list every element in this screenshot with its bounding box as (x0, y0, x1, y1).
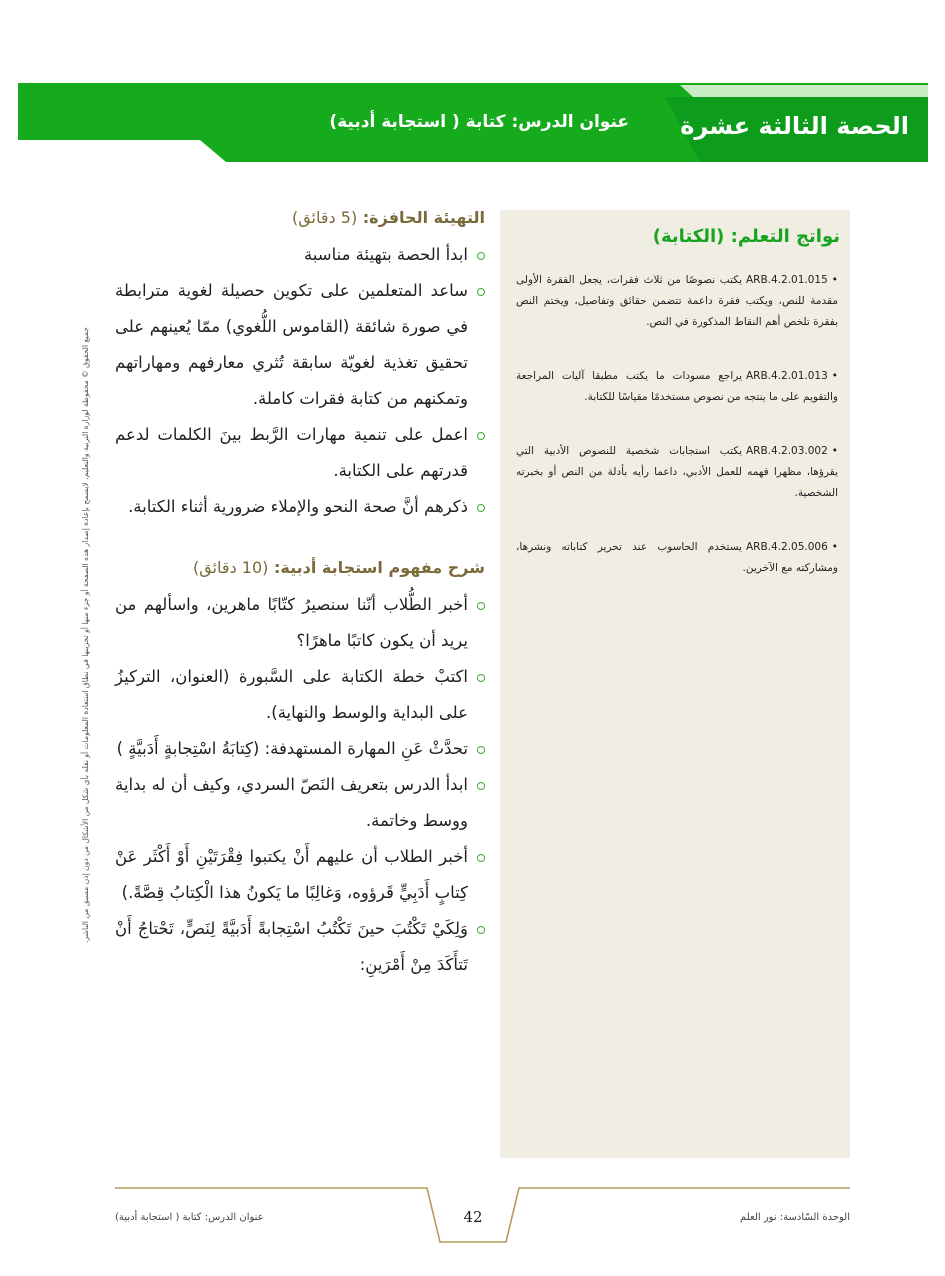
circle-bullet-icon (477, 252, 485, 260)
warmup-heading (115, 205, 485, 231)
list-item (115, 659, 485, 731)
outcome-code: ARB.4.2.01.015 (746, 274, 828, 286)
learning-outcomes-panel (500, 210, 850, 1158)
warmup-duration: (5 دقائق) (291, 208, 358, 227)
learning-outcome-item (516, 270, 838, 333)
copyright-note (79, 275, 93, 995)
step-text: ساعد المتعلمين على تكوين حصيلة لغوية مترابطة في صورة شائقة (القاموس اللُّغوي) ممّا يُعينهم على تحقيق تغذية لغويّة سابقة تُثري معارفهم ومهاراتهم وتمكنهم من كتابة فقرات كاملة. (115, 281, 468, 408)
circle-bullet-icon (477, 432, 485, 440)
lesson-content (115, 205, 485, 983)
step-text: اكتبْ خطة الكتابة على السَّبورة (العنوان، التركيزُ على البداية والوسط والنهاية). (115, 667, 468, 722)
step-text: ابدأ الدرس بتعريف النَصّ السردي، وكيف أن له بداية ووسط وخاتمة. (115, 775, 468, 830)
circle-bullet-icon (477, 746, 485, 754)
outcome-text: يكتب نصوصًا من ثلاث فقرات، يجعل الفقرة الأولى مقدمة للنص، ويكتب فقرة داعمة تتضمن حقائق وتفاصيل، ويختم النص بفقرة تلخص أهم النقاط المذكورة في النص. (516, 274, 838, 328)
header-banner (0, 0, 945, 175)
learning-outcome-item (516, 366, 838, 408)
lesson-number-title: الحصة الثالثة عشرة (680, 112, 909, 140)
learning-outcome-item (516, 441, 838, 504)
step-text: ابدأ الحصة بتهيئة مناسبة (303, 245, 468, 264)
circle-bullet-icon (477, 674, 485, 682)
circle-bullet-icon (477, 926, 485, 934)
list-item (115, 911, 485, 983)
step-text: أخبر الطُّلاب أنّنا سنصيرُ كتّابًا ماهرين، واسألهم من يريد أن يكون كاتبًا ماهرًا؟ (115, 595, 468, 650)
list-item (115, 237, 485, 273)
step-text: تحدَّثْ عَنِ المهارة المستهدفة: (كِتابَةُ اسْتِجابةٍ أَدَبيَّةٍ ) (116, 739, 468, 758)
circle-bullet-icon (477, 602, 485, 610)
list-item (115, 587, 485, 659)
page-footer (0, 1180, 945, 1276)
concept-heading (115, 555, 485, 581)
footer-frame (0, 1180, 945, 1276)
outcome-code: ARB.4.2.01.013 (746, 370, 828, 382)
step-text: وَلِكَيْ تَكْتُبَ حينَ تَكْتُبُ اسْتِجابةً أَدَبيَّةً لِنَصٍّ، تَحْتاجُ أَنْ تَتأَكَدَ مِنْ أَمْرَينِ: (115, 919, 468, 974)
warmup-steps (115, 237, 485, 525)
warmup-title: التهيئة الحافزة: (362, 208, 485, 227)
lesson-title: عنوان الدرس: كتابة ( استجابة أدبية) (329, 112, 629, 132)
learning-outcomes-list (516, 270, 838, 612)
step-text: أخبر الطلاب أن عليهم أَنْ يكتبوا فِقْرَتَيْنِ أَوْ أَكْثَر عَنْ كِتابٍ أَدَبِيٍّ قَرؤوه، وَغالِبًا ما يَكونُ هذا الْكِتابُ قِصَّةً.) (115, 847, 468, 902)
list-item (115, 839, 485, 911)
step-text: ذكرهم أنَّ صحة النحو والإملاء ضرورية أثناء الكتابة. (128, 497, 468, 516)
outcome-text: يكتب استجابات شخصية للنصوص الأدبية التي يقرؤها، مظهرا فهمه للعمل الأدبي، داعما رأيه بأدلة من النص أو بخبرته الشخصية. (516, 445, 838, 499)
section-spacer (115, 525, 485, 555)
step-text: اعمل على تنمية مهارات الرَّبط بينَ الكلمات لدعم قدرتهم على الكتابة. (115, 425, 468, 480)
bullet-icon: • (831, 274, 838, 286)
learning-outcome-item (516, 537, 838, 579)
list-item (115, 767, 485, 839)
outcome-text: يستخدم الحاسوب عند تحرير كتاباته ونشرها، ومشاركته مع الآخرين. (516, 541, 838, 574)
concept-duration: (10 دقائق) (193, 558, 269, 577)
outcome-code: ARB.4.2.03.002 (746, 445, 828, 457)
concept-title: شرح مفهوم استجابة أدبية: (273, 558, 485, 577)
footer-lesson-title: عنوان الدرس: كتابة ( استجابة أدبية) (115, 1212, 264, 1223)
circle-bullet-icon (477, 782, 485, 790)
bullet-icon: • (831, 541, 838, 553)
header-banner-shape (0, 0, 945, 175)
learning-outcomes-title: نواتج التعلم: (الكتابة) (652, 226, 840, 247)
list-item (115, 489, 485, 525)
footer-unit-title: الوحدة السّادسة: نور العلم (740, 1212, 850, 1223)
list-item (115, 417, 485, 489)
circle-bullet-icon (477, 288, 485, 296)
list-item (115, 731, 485, 767)
page-number: 42 (463, 1208, 483, 1226)
outcome-text: يراجع مسودات ما يكتب مطبقا آليات المراجعة والتقويم على ما ينتجه من نصوص مستخدمًا مقياسًا للكتابة. (516, 370, 838, 403)
circle-bullet-icon (477, 854, 485, 862)
concept-steps (115, 587, 485, 983)
bullet-icon: • (831, 370, 838, 382)
copyright-text: جميع الحقوق © محفوظة لوزارة التربية والتعليم. لايسمح بإعادة إصدار هذه الصفحة أو جزء منها أو تخزينها في نطاق استعادة المعلومات أو نقله بأي شكل من الأشكال من دون إذن مسبق من الناشر. (81, 327, 90, 943)
list-item (115, 273, 485, 417)
outcome-code: ARB.4.2.05.006 (746, 541, 828, 553)
bullet-icon: • (831, 445, 838, 457)
circle-bullet-icon (477, 504, 485, 512)
